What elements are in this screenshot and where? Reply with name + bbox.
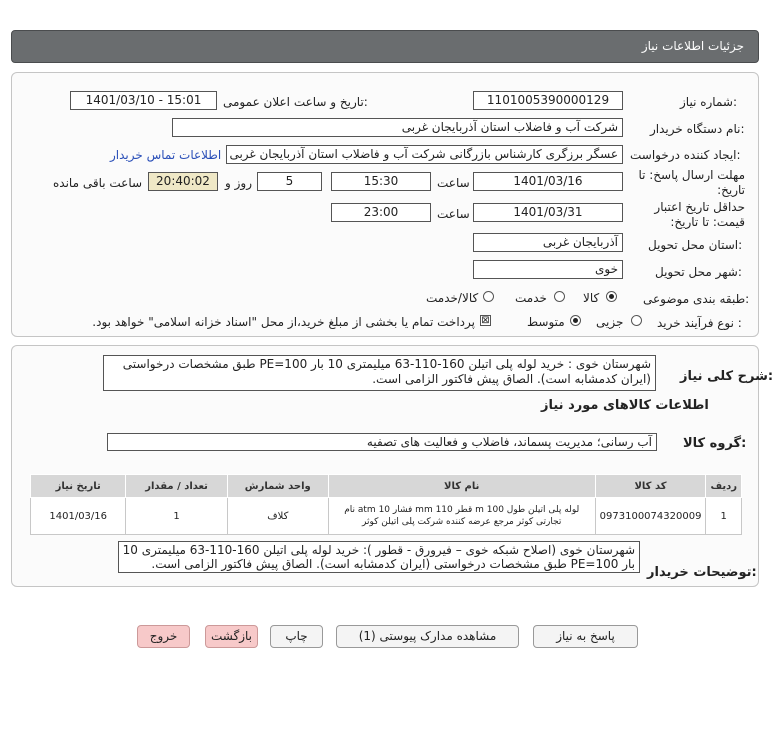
deadline-time-label: ساعت <box>437 176 470 190</box>
buyer-org-field[interactable]: شرکت آب و فاضلاب استان آذربایجان غربی <box>172 118 623 137</box>
row-qty: 1 <box>126 498 227 535</box>
purchase-minor-radio[interactable] <box>631 315 642 326</box>
validity-date-field[interactable]: 1401/03/31 <box>473 203 623 222</box>
remaining-time-field: 20:40:02 <box>148 172 218 191</box>
col-name: نام کالا <box>328 475 595 498</box>
treasury-checkbox[interactable]: ⊠ <box>481 315 490 326</box>
announce-field[interactable]: 1401/03/10 - 15:01 <box>70 91 217 110</box>
creator-field[interactable]: عسگر برزگری کارشناس بازرگانی شرکت آب و فاضلاب استان آذربایجان غربی <box>226 145 623 164</box>
need-number-label: شماره نیاز: <box>680 95 738 109</box>
category-goods-service-label: کالا/خدمت <box>426 291 479 305</box>
goods-group-field[interactable]: آب رسانی؛ مدیریت پسماند، فاضلاب و فعالیت های تصفیه <box>107 433 657 451</box>
row-name-line-1: لوله پلی اتیلن طول m 100 قطر mm 110 فشار atm 10 نام <box>344 505 580 515</box>
buyer-contact-link[interactable]: اطلاعات تماس خریدار <box>110 148 222 162</box>
purchase-medium-label: متوسط <box>527 315 565 329</box>
category-label: طبقه بندی موضوعی: <box>643 292 750 306</box>
buyer-notes-field <box>118 541 640 573</box>
days-label: روز و <box>225 176 252 190</box>
row-name-line-2: تجارتی کوثر مرجع عرضه کننده شرکت پلی اتیلن کوثر <box>362 517 562 527</box>
validity-time-label: ساعت <box>437 207 470 221</box>
category-service-label: خدمت <box>515 291 547 305</box>
remaining-label: ساعت باقی مانده <box>53 176 143 190</box>
col-date: تاریخ نیاز <box>31 475 126 498</box>
deadline-date-field[interactable]: 1401/03/16 <box>473 172 623 191</box>
buyer-org-label: نام دستگاه خریدار: <box>650 122 745 136</box>
validity-time-field[interactable]: 23:00 <box>331 203 431 222</box>
table-row[interactable] <box>31 498 742 535</box>
purchase-minor-label: جزیی <box>596 315 624 329</box>
city-field[interactable]: خوی <box>473 260 623 279</box>
announce-label: تاریخ و ساعت اعلان عمومی: <box>223 95 368 109</box>
reply-button[interactable]: پاسخ به نیاز <box>533 625 638 648</box>
back-button[interactable]: بازگشت <box>205 625 258 648</box>
buyer-notes-line-2: بار PE=100 طبق مشخصات درخواستی (ایران کدمشابه است). الصاق پیش فاکتور الزامی است. <box>151 557 635 571</box>
summary-label: شرح کلی نیاز: <box>680 369 773 384</box>
col-qty: تعداد / مقدار <box>126 475 227 498</box>
print-button[interactable]: چاپ <box>270 625 323 648</box>
province-label: استان محل تحویل: <box>648 238 743 252</box>
payment-note: پرداخت تمام یا بخشی از مبلغ خرید،از محل "اسناد خزانه اسلامی" خواهد بود. <box>92 315 475 329</box>
validity-label: حداقل تاریخ اعتبار قیمت: تا تاریخ: <box>654 200 745 229</box>
days-field[interactable]: 5 <box>257 172 322 191</box>
goods-info-title: اطلاعات کالاهای مورد نیاز <box>541 398 709 413</box>
need-number-field[interactable]: 1101005390000129 <box>473 91 623 110</box>
summary-line-2: (ایران کدمشابه است). الصاق پیش فاکتور الزامی است. <box>372 372 651 386</box>
row-code: 0973100074320009 <box>595 498 706 535</box>
goods-table <box>30 474 742 535</box>
page-title: جزئیات اطلاعات نیاز <box>641 39 744 53</box>
deadline-time-field[interactable]: 15:30 <box>331 172 431 191</box>
col-unit: واحد شمارش <box>227 475 328 498</box>
col-code: کد کالا <box>595 475 706 498</box>
province-field[interactable]: آذربایجان غربی <box>473 233 623 252</box>
summary-field <box>103 355 656 391</box>
col-index: ردیف <box>706 475 742 498</box>
attachments-button[interactable]: مشاهده مدارک پیوستی (1) <box>336 625 519 648</box>
goods-group-label: گروه کالا: <box>683 436 747 451</box>
row-index: 1 <box>706 498 742 535</box>
category-goods-service-radio[interactable] <box>483 291 494 302</box>
summary-line-1: شهرستان خوی : خرید لوله پلی اتیلن 160-110-63 میلیمتری 10 بار PE=100 طبق مشخصات درخواستی <box>122 357 651 371</box>
purchase-type-label: نوع فرآیند خرید : <box>657 316 742 330</box>
page-header <box>11 30 759 63</box>
creator-label: ایجاد کننده درخواست: <box>630 148 741 162</box>
category-service-radio[interactable] <box>554 291 565 302</box>
row-name <box>328 498 595 535</box>
buyer-notes-label: توضیحات خریدار: <box>647 565 757 580</box>
category-goods-radio[interactable] <box>606 291 617 302</box>
purchase-medium-radio[interactable] <box>570 315 581 326</box>
deadline-label: مهلت ارسال پاسخ: تا تاریخ: <box>638 168 745 197</box>
exit-button[interactable]: خروج <box>137 625 190 648</box>
city-label: شهر محل تحویل: <box>655 265 742 279</box>
row-unit: کلاف <box>227 498 328 535</box>
buyer-notes-line-1: شهرستان خوی (اصلاح شبکه خوی – فیرورق - قطور ): خرید لوله پلی اتیلن 160-110-63 میلیمتری 10 <box>122 543 635 557</box>
goods-table-header <box>31 475 742 498</box>
category-goods-label: کالا <box>583 291 600 305</box>
row-date: 1401/03/16 <box>31 498 126 535</box>
